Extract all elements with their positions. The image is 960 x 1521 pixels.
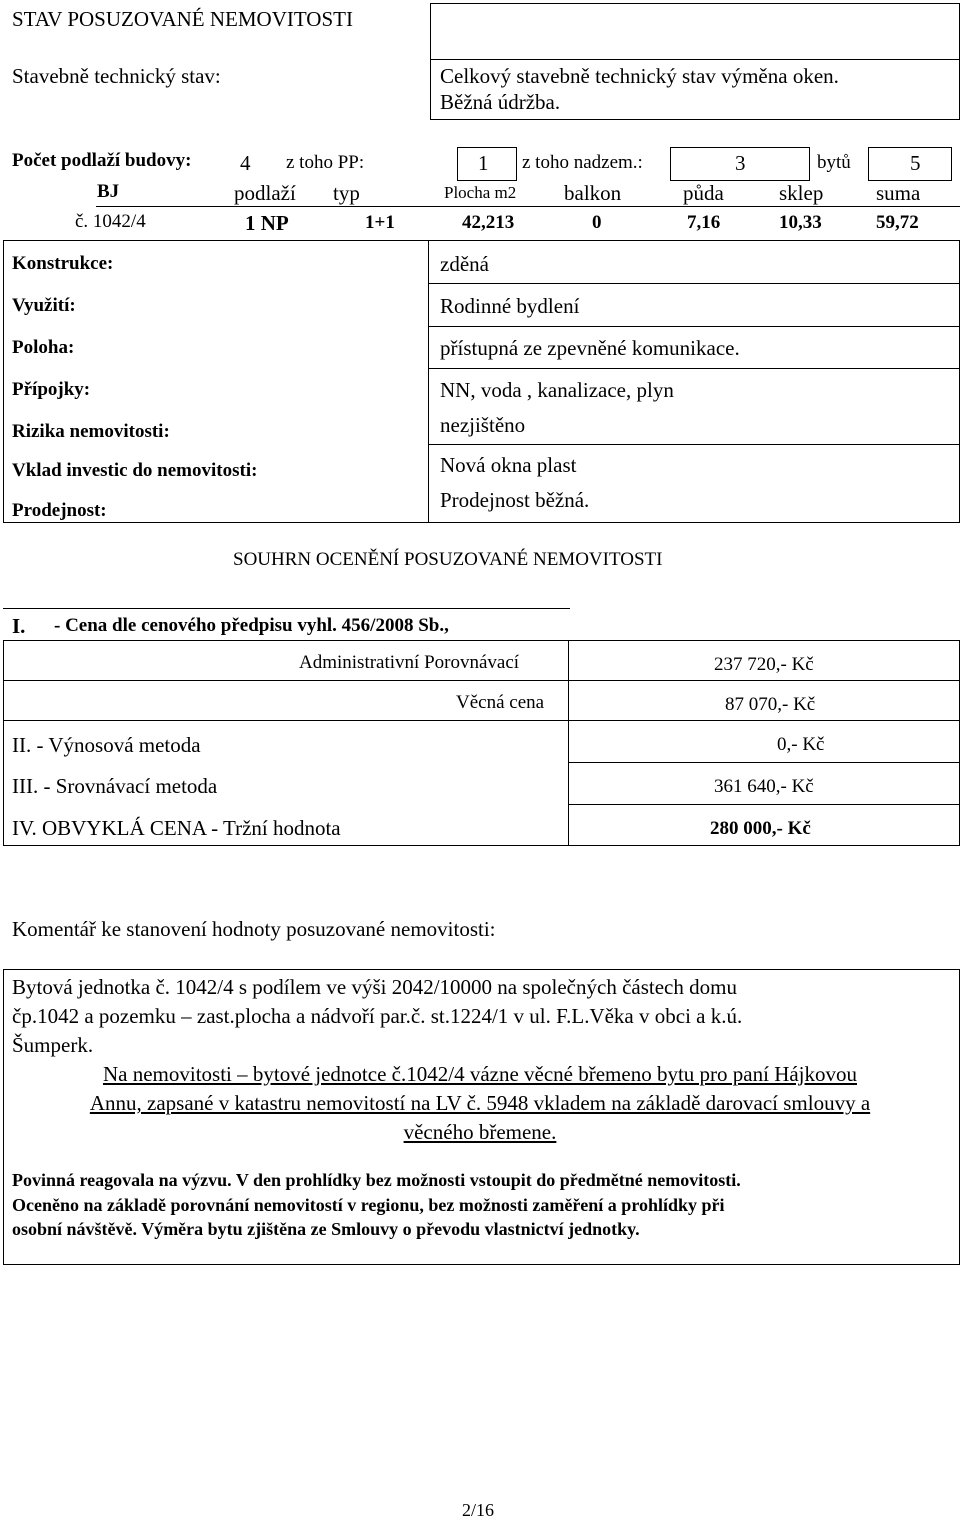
- properties-line-3: [428, 368, 960, 369]
- unit-header-typ: typ: [333, 181, 360, 205]
- floors-total: 4: [240, 151, 251, 175]
- unit-header-suma: suma: [876, 181, 921, 205]
- summary-vecna-value: 87 070,- Kč: [725, 694, 816, 715]
- floors-flats-label: bytů: [817, 152, 851, 173]
- summary-i-label: - Cena dle cenového předpisu vyhl. 456/2008 Sb.,: [54, 615, 449, 636]
- properties-line-1: [428, 283, 960, 284]
- unit-row-podlazi: 1 NP: [245, 211, 289, 235]
- tech-state-label: Stavebně technický stav:: [12, 64, 221, 88]
- summary-iv-label: IV. OBVYKLÁ CENA - Tržní hodnota: [12, 816, 341, 840]
- unit-row-plocha: 42,213: [462, 212, 515, 233]
- summary-iii-value: 361 640,- Kč: [714, 776, 814, 797]
- property-value-konstrukce: zděná: [440, 252, 489, 276]
- summary-admin-value: 237 720,- Kč: [714, 654, 814, 675]
- unit-row-sklep: 10,33: [779, 212, 822, 233]
- unit-row-typ: 1+1: [365, 212, 395, 233]
- summary-iv-value: 280 000,- Kč: [710, 818, 811, 839]
- floors-flats-value: 5: [910, 151, 921, 175]
- comment-p1-line1: Bytová jednotka č. 1042/4 s podílem ve výši 2042/10000 na společných částech domu: [12, 975, 737, 999]
- summary-iii-label: III. - Srovnávací metoda: [12, 774, 218, 798]
- property-label-pripojky: Přípojky:: [12, 379, 91, 400]
- comment-p2-line3: věcného břemene.: [403, 1120, 557, 1144]
- page-number: 2/16: [462, 1500, 495, 1520]
- page-title: STAV POSUZOVANÉ NEMOVITOSTI: [12, 7, 353, 31]
- summary-line-2: [3, 720, 960, 721]
- summary-top-line: [3, 608, 570, 609]
- unit-row-balkon: 0: [592, 212, 602, 233]
- comment-p3-line1: Povinná reagovala na výzvu. V den prohlídky bez možnosti vstoupit do předmětné nemovitosti.: [12, 1170, 741, 1190]
- summary-line-3: [568, 762, 960, 763]
- property-value-pripojky: NN, voda , kanalizace, plyn: [440, 378, 674, 402]
- comment-p3-line2: Oceněno na základě porovnání nemovitostí v regionu, bez možnosti zaměření a prohlídky při: [12, 1195, 725, 1215]
- property-label-rizika: Rizika nemovitosti:: [12, 421, 170, 442]
- floors-nadzem-value: 3: [735, 151, 746, 175]
- summary-line-1: [3, 680, 960, 681]
- comment-p1-line3: Šumperk.: [12, 1033, 94, 1057]
- summary-values-divider: [568, 640, 569, 846]
- summary-title: SOUHRN OCENĚNÍ POSUZOVANÉ NEMOVITOSTI: [233, 549, 663, 570]
- properties-line-2: [428, 326, 960, 327]
- summary-vecna-label: Věcná cena: [456, 692, 545, 713]
- unit-table-line: [96, 206, 960, 207]
- property-label-prodejnost: Prodejnost:: [12, 500, 107, 521]
- floors-label: Počet podlaží budovy:: [12, 150, 192, 171]
- summary-ii-label: II. - Výnosová metoda: [12, 733, 201, 757]
- property-value-poloha: přístupná ze zpevněné komunikace.: [440, 336, 740, 360]
- summary-i-num: I.: [12, 614, 26, 638]
- unit-header-balkon: balkon: [564, 181, 622, 205]
- summary-ii-value: 0,- Kč: [777, 734, 825, 755]
- property-label-vyuziti: Využití:: [12, 295, 76, 316]
- floors-pp-label: z toho PP:: [286, 152, 365, 173]
- comment-p3-line3: osobní návštěvě. Výměra bytu zjištěna ze Smlouvy o převodu vlastnictví jednotky.: [12, 1219, 640, 1239]
- tech-state-line1: Celkový stavebně technický stav výměna oken.: [440, 64, 839, 88]
- property-value-vyuziti: Rodinné bydlení: [440, 294, 580, 318]
- comment-p2-line2: Annu, zapsané v katastru nemovitostí na LV č. 5948 vkladem na základě darovací smlouvy a: [89, 1091, 871, 1115]
- property-label-vklad: Vklad investic do nemovitosti:: [12, 460, 258, 481]
- tech-state-line2: Běžná údržba.: [440, 90, 561, 114]
- unit-row-puda: 7,16: [687, 212, 721, 233]
- property-value-rizika: nezjištěno: [440, 413, 526, 437]
- summary-line-4: [568, 804, 960, 805]
- floors-pp-value: 1: [478, 151, 489, 175]
- summary-admin-label: Administrativní Porovnávací: [299, 652, 520, 673]
- unit-header-puda: půda: [683, 181, 724, 205]
- comment-heading: Komentář ke stanovení hodnoty posuzované nemovitosti:: [12, 917, 496, 941]
- comment-p2-line1: Na nemovitosti – bytové jednotce č.1042/4 vázne věcné břemeno bytu pro paní Hájkovou: [102, 1062, 858, 1086]
- property-label-poloha: Poloha:: [12, 337, 75, 358]
- property-value-prodejnost: Prodejnost běžná.: [440, 488, 590, 512]
- unit-row-bj: č. 1042/4: [75, 211, 146, 232]
- property-label-konstrukce: Konstrukce:: [12, 253, 114, 274]
- unit-header-bj: BJ: [97, 181, 120, 202]
- unit-row-suma: 59,72: [876, 212, 919, 233]
- header-right-divider: [430, 59, 960, 60]
- comment-p1-line2: čp.1042 a pozemku – zast.plocha a nádvoří par.č. st.1224/1 v ul. F.L.Věka v obci a k.ú.: [12, 1004, 743, 1028]
- unit-header-sklep: sklep: [779, 181, 824, 205]
- unit-header-plocha: Plocha m2: [444, 183, 517, 202]
- unit-header-podlazi: podlaží: [234, 181, 296, 205]
- floors-nadzem-label: z toho nadzem.:: [522, 152, 643, 173]
- property-value-vklad: Nová okna plast: [440, 453, 577, 477]
- properties-line-4: [428, 444, 960, 445]
